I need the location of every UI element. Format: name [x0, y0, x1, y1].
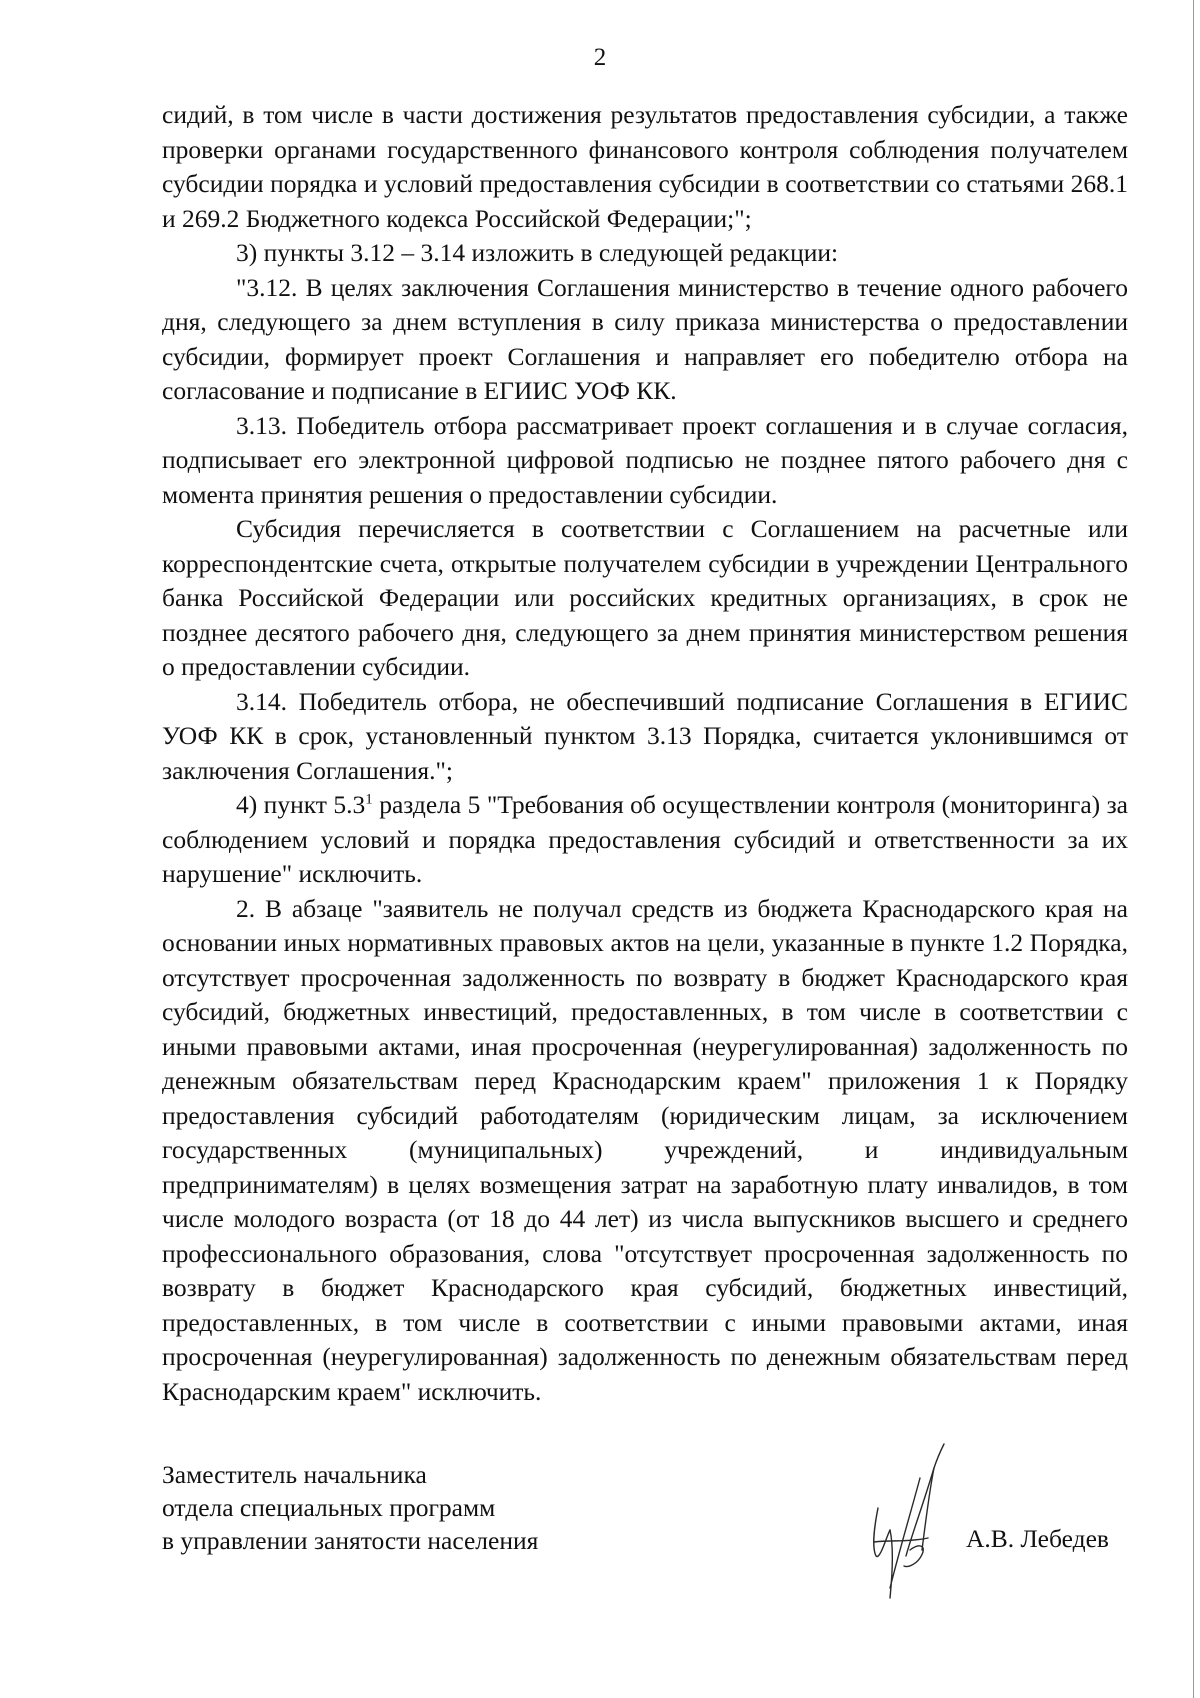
- page-number: 2: [593, 44, 607, 71]
- paragraph-3-14: 3.14. Победитель отбора, не обеспечивший подписание Соглашения в ЕГИИС УОФ КК в срок, установленный пунктом 3.13 Порядка, считается уклонившимся от заключения Соглашения.";: [162, 686, 1128, 785]
- paragraph-section-2: 2. В абзаце "заявитель не получал средств из бюджета Краснодарского края на основании иных нормативных правовых актов на цели, указанные в пункте 1.2 Порядка, отсутствует просроченная задолженность по возврату в бюджет Краснодарского края субсидий, бюджетных инвестиций, предоставленных, в том числе в соответствии с иными правовыми актами, иная просроченная (неурегулированная) задолженность по денежным обязательствам перед Краснодарским краем" приложения 1 к Порядку предоставления субсидий работодателям (юридическим лицам, за исключением государственных (муниципальных) учреждений, и индивидуальным предпринимателям) в целях возмещения затрат на заработную плату инвалидов, в том числе молодого возраста (от 18 до 44 лет) из числа выпускников высшего и среднего профессионального образования, слова "отсутствует просроченная задолженность по возврату в бюджет Краснодарского края субсидий, бюджетных инвестиций, предоставленных, в том числе в соответствии с иными правовыми актами, иная просроченная (неурегулированная) задолженность по денежным обязательствам перед Краснодарским краем" исключить.: [162, 893, 1128, 1406]
- paragraph-item-4-before: 4) пункт 5.3: [236, 790, 366, 819]
- paragraph-item-4: [162, 788, 1128, 892]
- signatory-title-line: Заместитель начальника: [162, 1460, 427, 1489]
- signatory-title: [162, 1458, 538, 1557]
- signatory-name: А.В. Лебедев: [966, 1524, 1109, 1553]
- signatory-title-line: отдела специальных программ: [162, 1493, 496, 1522]
- paragraph-item-4-after: раздела 5 "Требования об осуществлении контроля (мониторинга) за соблюдением условий и порядка предоставления субсидий и ответственности за их нарушение" исключить.: [162, 790, 1128, 888]
- paragraph-3-13: 3.13. Победитель отбора рассматривает проект соглашения и в случае согласия, подписывает его электронной цифровой подписью не позднее пятого рабочего дня с момента принятия решения о предоставлении субсидии.: [162, 410, 1128, 509]
- handwritten-signature: [850, 1438, 970, 1608]
- paragraph-item-3: 3) пункты 3.12 – 3.14 изложить в следующей редакции:: [236, 238, 839, 267]
- paragraph-subsidy-transfer: Субсидия перечисляется в соответствии с Соглашением на расчетные или корреспондентские счета, открытые получателем субсидии в учреждении Центрального банка Российской Федерации или российских кредитных организациях, в срок не позднее десятого рабочего дня, следующего за днем принятия министерством решения о предоставлении субсидии.: [162, 514, 1128, 681]
- superscript-1: 1: [365, 791, 373, 808]
- signatory-title-line: в управлении занятости населения: [162, 1526, 539, 1555]
- page-edge-line: [1193, 0, 1194, 1698]
- paragraph-3-12: "3.12. В целях заключения Соглашения министерство в течение одного рабочего дня, следующего за днем вступления в силу приказа министерства о предоставлении субсидии, формирует проект Соглашения и направляет его победителю отбора на согласование и подписание в ЕГИИС УОФ КК.: [162, 272, 1128, 405]
- document-body: [162, 98, 1128, 1409]
- paragraph-continuation: сидий, в том числе в части достижения результатов предоставления субсидии, а также проверки органами государственного финансового контроля соблюдения получателем субсидии порядка и условий предоставления субсидии в соответствии со статьями 268.1 и 269.2 Бюджетного кодекса Российской Федерации;";: [162, 100, 1128, 233]
